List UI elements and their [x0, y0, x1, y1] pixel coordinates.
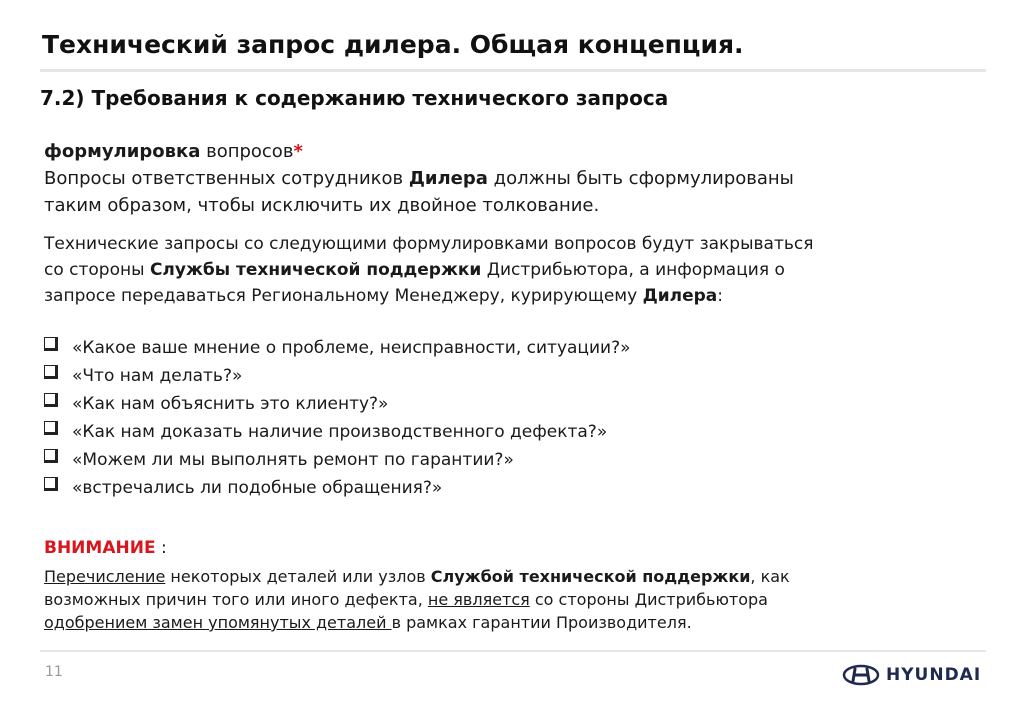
question-text: «Можем ли мы выполнять ремонт по гарантии?» [72, 450, 514, 470]
text-span: со стороны Дистрибьютора [529, 590, 768, 609]
text-span: , как [750, 567, 790, 586]
wording-line-2: таким образом, чтобы исключить их двойное толкование. [44, 195, 600, 216]
page-number: 11 [45, 664, 63, 680]
wording-heading-rest: вопросов [200, 141, 294, 162]
checkbox-bullet-icon [44, 337, 58, 351]
text-span: : [717, 286, 724, 306]
section-subtitle: 7.2) Требования к содержанию технического запроса [40, 86, 669, 110]
list-item [44, 474, 631, 502]
list-item [44, 390, 631, 418]
dealer-bold: Дилера [642, 286, 718, 306]
text-span: Дистрибьютора, а информация о [481, 260, 785, 280]
attention-line-3 [44, 611, 790, 634]
footer-divider [40, 650, 986, 652]
text-span: запросе передаваться Региональному Менеджеру, курирующему [44, 286, 643, 306]
text-span: : [155, 538, 167, 558]
closing-block [44, 231, 813, 309]
wording-block [44, 138, 794, 219]
checkbox-bullet-icon [44, 393, 58, 407]
list-item [44, 446, 631, 474]
text-span: должны быть сформулированы [487, 168, 794, 189]
underlined-text: не является [427, 590, 530, 609]
text-span: некоторых деталей или узлов [165, 567, 431, 586]
attention-line-2 [44, 588, 790, 611]
underlined-text: одобрением замен упомянутых деталей [44, 613, 392, 632]
wording-heading [44, 138, 794, 165]
checkbox-bullet-icon [44, 421, 58, 435]
required-asterisk: * [293, 141, 303, 162]
list-item [44, 362, 631, 390]
hyundai-emblem-icon [842, 664, 880, 686]
attention-label: ВНИМАНИЕ [44, 538, 156, 558]
wording-line-1 [44, 165, 794, 192]
text-span: со стороны [44, 260, 150, 280]
attention-line-1 [44, 565, 790, 588]
list-item [44, 418, 631, 446]
question-text: «Как нам объяснить это клиенту?» [72, 394, 389, 414]
questions-list [44, 334, 631, 502]
closing-line-1: Технические запросы со следующими формулировками вопросов будут закрываться [44, 234, 814, 254]
list-item [44, 334, 631, 362]
attention-block [44, 535, 790, 634]
attention-heading [44, 535, 790, 561]
dealer-bold: Дилера [408, 168, 488, 189]
question-text: «Какое ваше мнение о проблеме, неисправности, ситуации?» [72, 338, 631, 358]
text-span: возможных причин того или иного дефекта, [44, 590, 428, 609]
wording-heading-bold: формулировка [44, 141, 201, 162]
hyundai-logo [842, 662, 981, 688]
checkbox-bullet-icon [44, 477, 58, 491]
text-span: в рамках гарантии Производителя. [391, 613, 692, 632]
question-text: «встречались ли подобные обращения?» [72, 478, 443, 498]
question-text: «Как нам доказать наличие производственного дефекта?» [72, 422, 608, 442]
slide-title: Технический запрос дилера. Общая концепция. [42, 30, 744, 59]
checkbox-bullet-icon [44, 449, 58, 463]
support-service-bold: Службой технической поддержки [430, 567, 751, 586]
checkbox-bullet-icon [44, 365, 58, 379]
text-span: Вопросы ответственных сотрудников [44, 168, 409, 189]
support-service-bold: Службы технической поддержки [149, 260, 482, 280]
closing-line-3 [44, 283, 813, 309]
question-text: «Что нам делать?» [72, 366, 243, 386]
closing-line-2 [44, 257, 813, 283]
logo-wordmark: HYUNDAI [886, 665, 982, 685]
underlined-text: Перечисление [44, 567, 166, 586]
title-divider [40, 69, 986, 72]
